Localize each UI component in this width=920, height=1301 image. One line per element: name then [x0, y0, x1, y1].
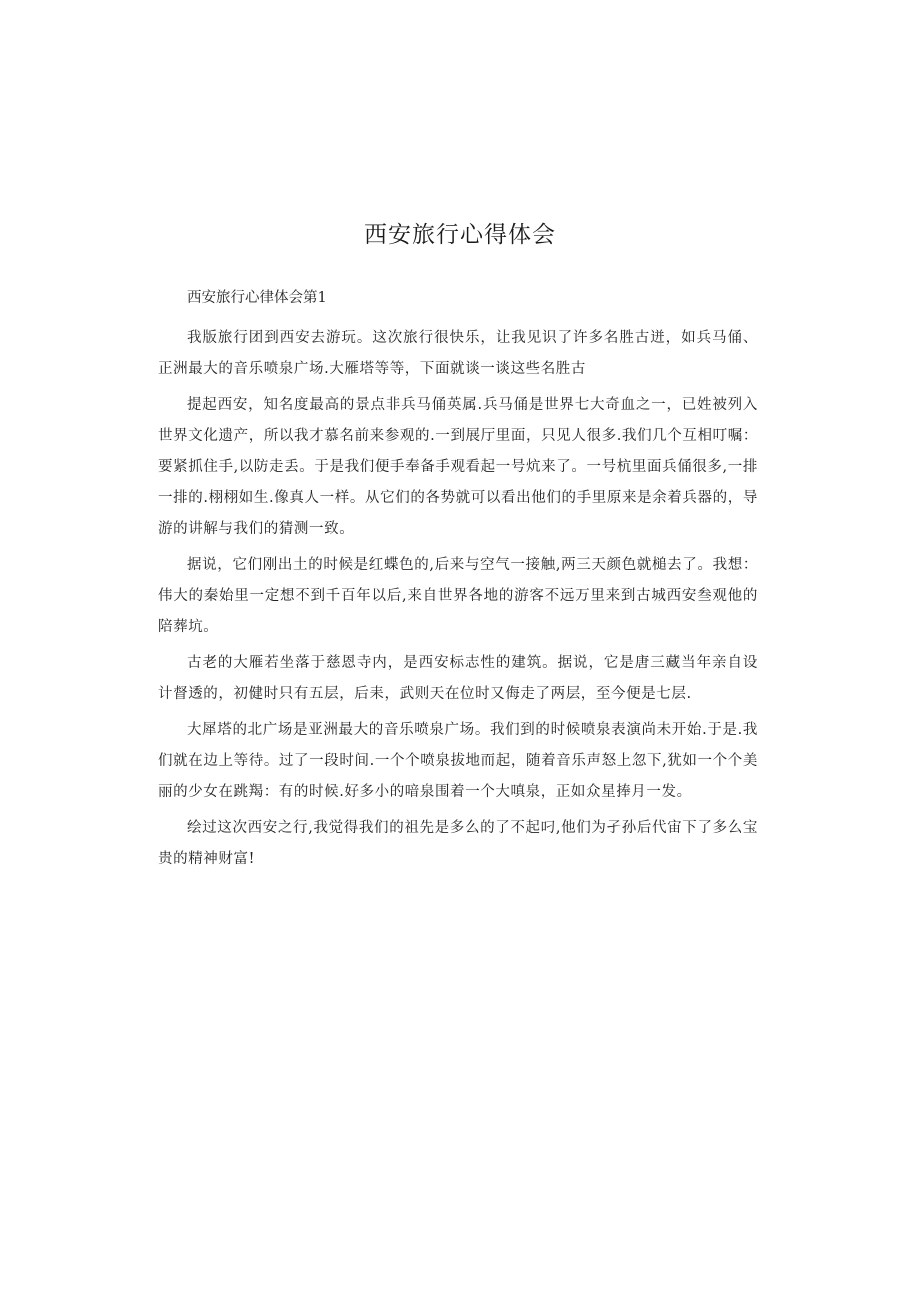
paragraph-conclusion: 绘过这次西安之行,我觉得我们的祖先是多么的了不起叼,他们为孑孙后代宙下了多么宝贵的精神财富!: [158, 820, 758, 867]
document-title: 西安旅行心得体会: [364, 222, 556, 248]
paragraph-excavation-color: 据说，它们刚出土的时候是红蝶色的,后来与空气一接触,两三天颜色就槌去了。我想：伟大的秦始里一定想不到千百年以后,来自世界各地的游客不远万里来到古城西安叁观他的陪葬坑。: [158, 557, 758, 635]
paragraph-terracotta-army: 提起西安，知名度最高的景点非兵马俑英属.兵马俑是世界七大奇血之一，已姓被列入世界文化遗产，所以我才慕名前来参观的.一到展厅里面，只见人很多.我们几个互相叮嘱：要紧抓住手,以防走丢。于是我们便手奉备手观看起一号炕来了。一号杭里面兵俑很多,一排一排的.栩栩如生.像真人一样。从它们的各势就可以看出他们的手里原来是余着兵器的，导游的讲解与我们的猜测一致。: [158, 397, 758, 537]
paragraph-music-fountain: 大犀塔的北广场是亚洲最大的音乐喷泉广场。我们到的时候喷泉表演尚未开始.于是.我们就在边上等待。过了一段时间.一个个喷泉拔地而起，随着音乐声怒上忽下,犹如一个个美丽的少女在跳羯：有的时候.好多小的喑泉围着一个大嗔泉，正如众星捧月一发。: [158, 722, 758, 800]
section-heading: 西安旅行心律体会第1: [187, 290, 327, 306]
paragraph-big-wild-goose-pagoda: 古老的大雁若坐落于慈恩寺内，是西安标志性的建筑。据说，它是唐三藏当年亲自设计督透的，初健时只有五层，后耒，武则天在位时又侮走了两层，至今便是七层.: [158, 655, 758, 702]
document-body: [158, 283, 758, 880]
paragraph-intro: 我版旅行团到西安去游玩。这次旅行很快乐，让我见识了许多名胜古迸，如兵马俑、正洲最大的音乐喷泉广场.大雁塔等等，下面就谈一谈这些名胜古: [158, 330, 758, 377]
